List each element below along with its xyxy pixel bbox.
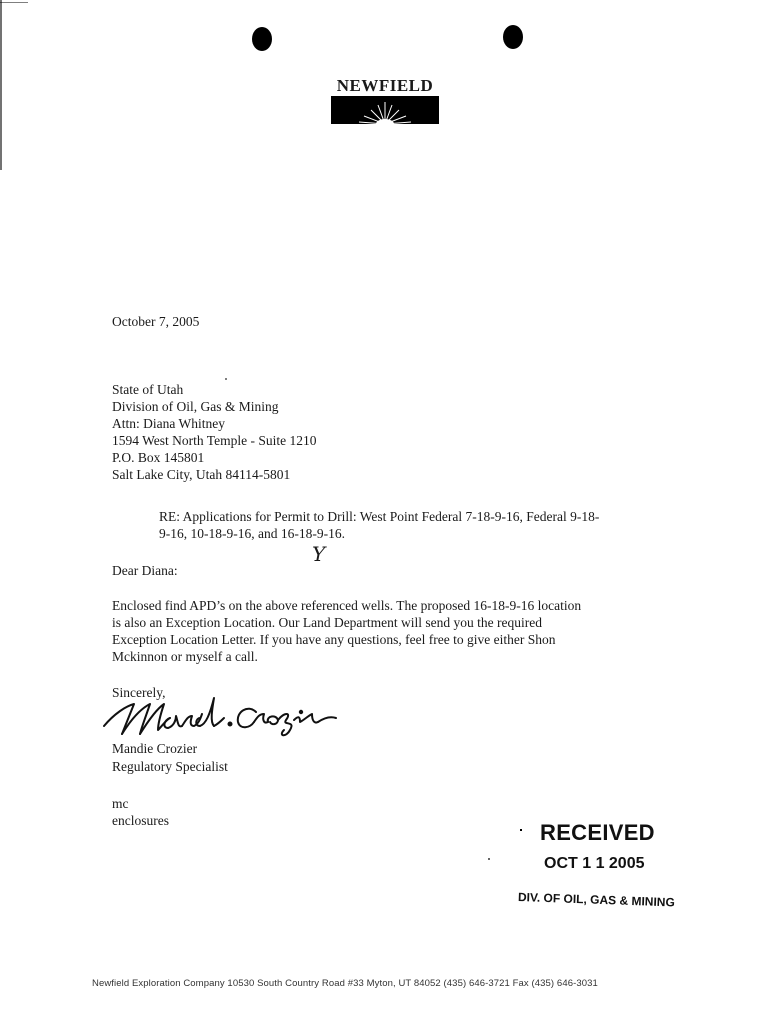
body-line: Mckinnon or myself a call. — [112, 649, 258, 664]
address-line: State of Utah — [112, 382, 184, 397]
address-line: Attn: Diana Whitney — [112, 416, 225, 431]
scan-speck — [225, 378, 227, 380]
closing: Sincerely, — [112, 685, 166, 700]
typist-initials: mc — [112, 796, 129, 811]
letter-date: October 7, 2005 — [112, 314, 200, 329]
subject-line-1: RE: Applications for Permit to Drill: West Point Federal 7-18-9-16, Federal 9-18- — [159, 509, 600, 524]
scan-edge-mark — [0, 2, 28, 3]
hole-punch-right — [503, 25, 523, 49]
scan-speck — [488, 858, 490, 860]
sunburst-icon — [331, 96, 439, 124]
body-line: Exception Location Letter. If you have any questions, feel free to give either Shon — [112, 632, 556, 647]
address-line: P.O. Box 145801 — [112, 450, 205, 465]
subject-line — [159, 508, 599, 542]
address-line: Division of Oil, Gas & Mining — [112, 399, 279, 414]
salutation: Dear Diana: — [112, 563, 178, 578]
signer-title: Regulatory Specialist — [112, 759, 228, 774]
received-stamp-date: OCT 1 1 2005 — [544, 855, 645, 872]
body-line: Enclosed find APD’s on the above referenced wells. The proposed 16-18-9-16 location — [112, 598, 582, 613]
company-logo-text: NEWFIELD — [336, 76, 434, 95]
handwritten-check-mark: Y — [312, 542, 326, 566]
hole-punch-left — [252, 27, 272, 51]
subject-line-2: 9-16, 10-18-9-16, and 16-18-9-16. — [159, 526, 345, 541]
company-logo-sunburst — [331, 96, 439, 124]
scan-speck — [520, 829, 522, 831]
received-stamp-title: RECEIVED — [540, 820, 655, 845]
scan-edge-mark — [0, 0, 2, 170]
body-line: is also an Exception Location. Our Land Department will send you the required — [112, 615, 543, 630]
recipient-address — [112, 381, 316, 483]
letterhead-footer: Newfield Exploration Company 10530 South Country Road #33 Myton, UT 84052 (435) 646-3721 Fax (435) 646-3031 — [92, 978, 598, 989]
signer-name: Mandie Crozier — [112, 741, 198, 756]
received-stamp-division: DIV. OF OIL, GAS & MINING — [517, 890, 676, 910]
address-line: 1594 West North Temple - Suite 1210 — [112, 433, 317, 448]
body-paragraph — [112, 597, 581, 665]
enclosures-note: enclosures — [112, 813, 169, 828]
address-line: Salt Lake City, Utah 84114-5801 — [112, 467, 291, 482]
